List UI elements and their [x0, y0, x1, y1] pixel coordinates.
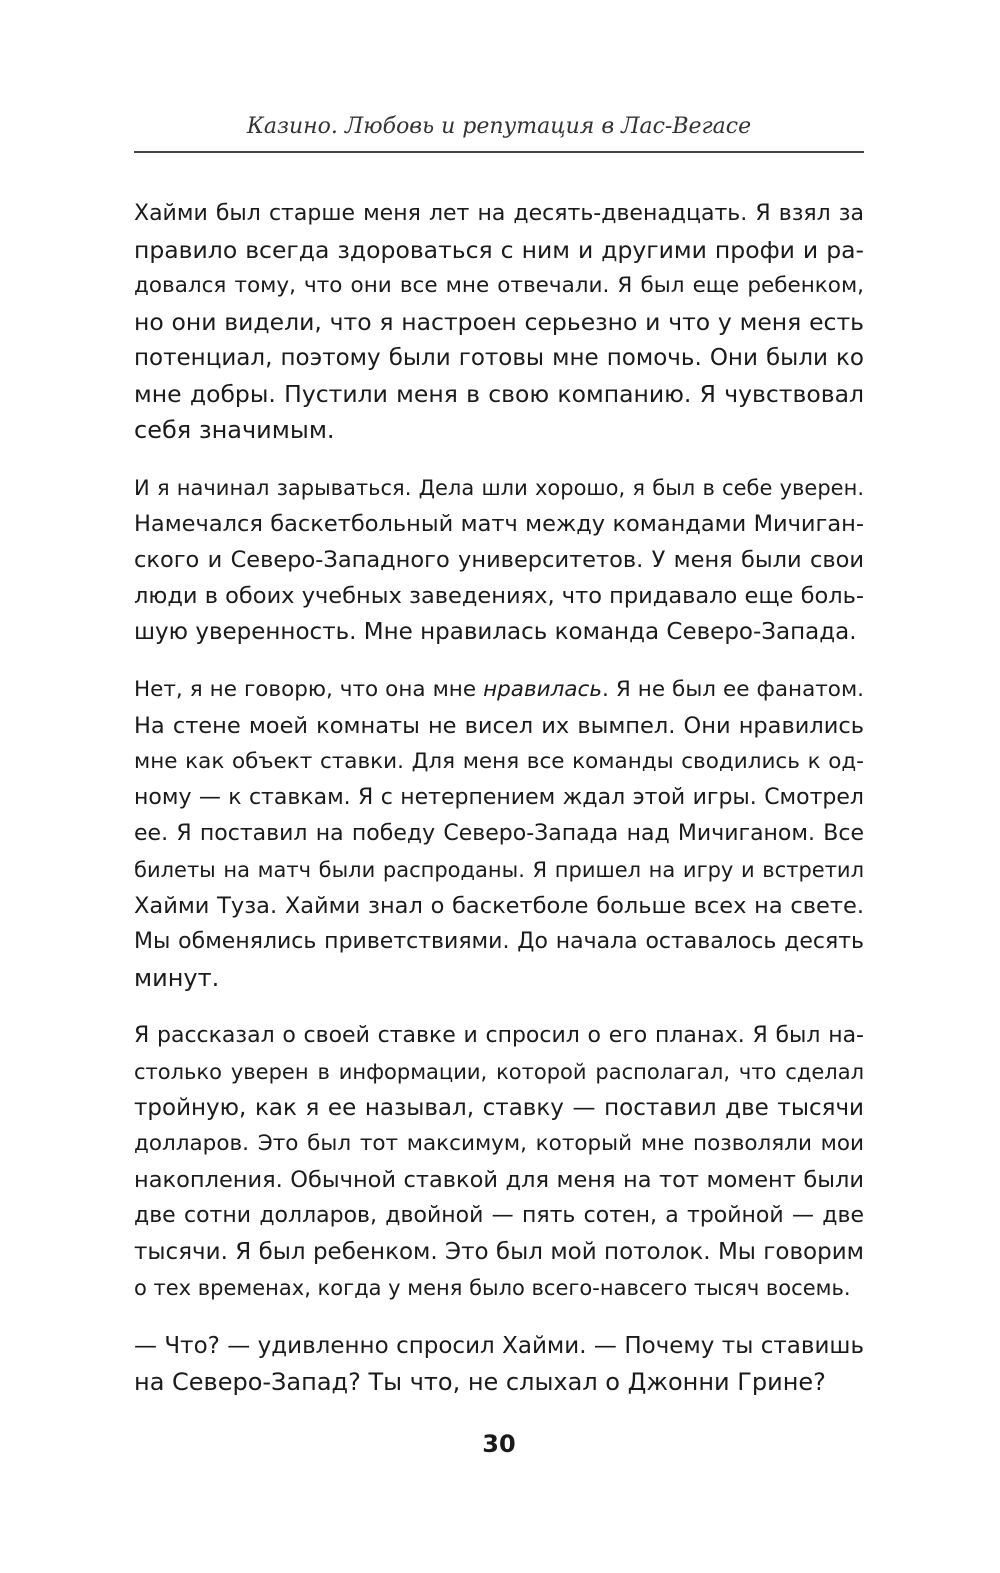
- text-line: на Северо-Запад? Ты что, не слыхал о Джонни Грине?: [134, 1368, 826, 1396]
- text-line: накопления. Обычной ставкой для меня на тот момент были: [134, 1167, 864, 1193]
- text-line: столько уверен в информации, которой располагал, что сделал: [134, 1060, 864, 1084]
- text-run: Нет, я не говорю, что она мне: [134, 677, 484, 702]
- text-line: люди в обоих учебных заведениях, что придавало еще боль-: [134, 583, 864, 609]
- text-line: но они видели, что я настроен серьезно и что у меня есть: [134, 308, 864, 336]
- text-line: Намечался баскетбольный матч между командами Мичиган-: [134, 511, 864, 537]
- paragraph-3: [134, 672, 864, 996]
- page-number: 30: [482, 1430, 516, 1458]
- text-line: потенциал, поэтому были готовы мне помочь. Они были ко: [134, 345, 864, 371]
- text-line: себя значимым.: [134, 416, 335, 444]
- text-run: . Я не был ее фанатом.: [602, 677, 865, 702]
- text-line: мне как объект ставки. Для меня все команды сводились к од-: [134, 749, 864, 774]
- text-line: тысячи. Я был ребенком. Это был мой потолок. Мы говорим: [134, 1239, 864, 1265]
- text-line: долларов. Это был тот максимум, который мне позволяли мои: [134, 1131, 864, 1156]
- text-line: Я рассказал о своей ставке и спросил о его планах. Я был на-: [134, 1023, 864, 1048]
- italic-emphasis: нравилась: [483, 677, 603, 702]
- paragraph-4: [134, 1018, 864, 1306]
- text-line: [134, 672, 864, 708]
- text-line: тройную, как я ее называл, ставку — поставил две тысячи: [134, 1095, 864, 1121]
- text-line: шую уверенность. Мне нравилась команда Северо-Запада.: [134, 619, 857, 645]
- text-line: правило всегда здороваться с ним и другими профи и ра-: [134, 236, 864, 264]
- text-line: мне добры. Пустили меня в свою компанию. Я чувствовал: [134, 380, 864, 408]
- body-text: [134, 196, 864, 1422]
- text-line: две сотни долларов, двойной — пять сотен, а тройной — две: [134, 1203, 864, 1228]
- header-rule: [134, 151, 864, 153]
- text-line: ее. Я поставил на победу Северо-Запада над Мичиганом. Все: [134, 821, 864, 846]
- text-line: — Что? — удивленно спросил Хайми. — Почему ты ставишь: [134, 1333, 864, 1359]
- text-line: На стене моей комнаты не висел их вымпел. Они нравились: [134, 713, 864, 739]
- text-line: И я начинал зарываться. Дела шли хорошо, я был в себе уверен.: [134, 476, 864, 500]
- paragraph-5: [134, 1328, 864, 1400]
- running-head: Казино. Любовь и репутация в Лас-Вегасе: [246, 114, 752, 139]
- text-line: Мы обменялись приветствиями. До начала оставалось десять: [134, 929, 864, 954]
- text-line: Хайми Туза. Хайми знал о баскетболе больше всех на свете.: [134, 893, 864, 919]
- text-line: о тех временах, когда у меня было всего-навсего тысяч восемь.: [134, 1276, 851, 1300]
- paragraph-1: [134, 196, 864, 448]
- text-line: ского и Северо-Западного университетов. У меня были свои: [134, 547, 864, 573]
- text-line: билеты на матч были распроданы. Я пришел на игру и встретил: [134, 858, 864, 882]
- paragraph-2: [134, 470, 864, 650]
- text-line: минут.: [134, 964, 220, 992]
- text-line: ному — к ставкам. Я с нетерпением ждал этой игры. Смотрел: [134, 785, 864, 810]
- text-line: довался тому, что они все мне отвечали. Я был еще ребенком,: [134, 273, 864, 298]
- text-line: Хайми был старше меня лет на десять-двенадцать. Я взял за: [134, 201, 864, 226]
